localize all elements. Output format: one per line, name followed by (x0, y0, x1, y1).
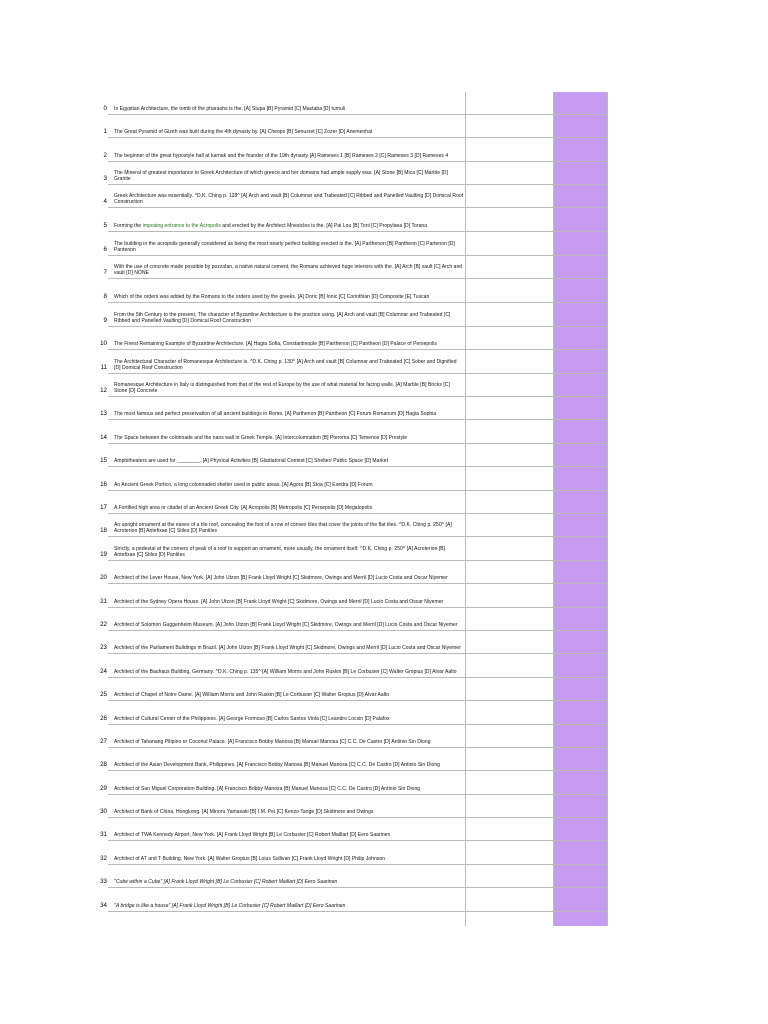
question-text[interactable]: Which of the orders was added by the Romans to the orders used by the greeks. [A] Doric [B] Ionic [C] Corinthian [D] Composite [E] Tuscan (114, 294, 430, 301)
row-number: 24 (100, 668, 107, 675)
table-row (100, 584, 608, 608)
question-text[interactable]: Architect of TWA Kennedy Airport, New York. [A] Frank Lloyd Wright [B] Le Corbusier [C] Robert Maillart [D] Eero Saarinen (114, 832, 391, 839)
row-number: 7 (103, 269, 107, 276)
question-text[interactable]: Architect of the Parliament Buildings in Brazil. [A] John Utzon [B] Frank Lloyd Wright [C] Skidmore, Owings and Merril [D] Lucio Costa and Oscar Niyemer (114, 645, 461, 652)
row-number: 6 (103, 246, 107, 253)
table-row (100, 748, 608, 771)
question-text[interactable]: The Space between the colonnade and the naos wall in Greek Temple. [A] Intercolumnation [B] Pteroma [C] Temenos [D] Prostyle (114, 435, 408, 442)
table-row (100, 701, 608, 725)
row-number: 11 (100, 364, 107, 371)
row-number: 14 (100, 434, 107, 441)
question-text[interactable]: Architect of Cultural Center of the Philippines. [A] George Formoso [B] Carlos Santos Viola [C] Leandro Locsin [D] Palafox (114, 716, 390, 723)
row-number: 10 (100, 340, 107, 347)
table-row (100, 491, 608, 514)
question-text-after: and erected by the Architect Mnesicles is the. [A] Pai Lou [B] Torii [C] Propylaea [D] Torana (220, 223, 428, 230)
row-number: 3 (103, 175, 107, 182)
question-text[interactable]: The Architectural Character of Romanesque Architecture is. ^D.K. Ching p. 130^ [A] Arch and vault [B] Columnar and Trabeated [C] Sober and Dignified [D] Domical Roof Construction (114, 358, 457, 372)
table-row (100, 654, 608, 678)
question-text[interactable]: The beginner of the great hypostyle hall at karnak and the founder of the 19th dynasty [A] Rameses 1 [B] Rameses 2 [C] Rameses 3 [D] Rameses 4 (114, 153, 449, 160)
table-row (100, 771, 608, 795)
question-text[interactable]: From the 5th Century to the present, The character of Byzantine Architecture is the practice using. [A] Arch and vault [B] Columnar and Trabeated [C] Ribbed and Panelled Vaulting [D] Domical Roof Construction (114, 311, 451, 325)
table-row (100, 327, 608, 350)
row-number: 5 (103, 222, 107, 229)
row-number: 12 (100, 387, 107, 394)
table-row (100, 631, 608, 654)
row-number: 8 (103, 293, 107, 300)
highlighted-phrase: imposing entrance to the Acropolis (142, 223, 221, 230)
table-row (100, 561, 608, 584)
table-row (100, 725, 608, 748)
table-row (100, 865, 608, 888)
question-text[interactable]: The Finest Remaining Example of Byzantine Architecture. [A] Hagia Sofia, Constantinople [B] Parthenon [C] Pantheon [D] Palace of Persepolis (114, 341, 437, 348)
table-row (100, 537, 608, 561)
question-text[interactable]: Strictly, a pedestal at the corners of peak of a roof to support an ornament, more usually, the ornament itself. ^D.K. Ching p. 250^ [A] Acroterion [B] Antefixae [C] Stiles [D] Pantiles (114, 545, 446, 559)
table-row (103, 185, 608, 208)
row-number: 28 (100, 761, 107, 768)
row-number: 22 (100, 621, 107, 628)
row-number: 20 (100, 574, 107, 581)
row-number: 17 (100, 504, 107, 511)
table-row (100, 818, 608, 841)
question-text[interactable]: "Cube within a Cube" [A] Frank Lloyd Wright [B] Le Corbusier [C] Robert Maillart [D] Eero Saarinen (114, 879, 338, 886)
question-text[interactable]: Architect of Bank of China, Hongkong. [A] Minoru Yamasaki [B] I.M. Pei [C] Kenzo Tange [D] Skidmore and Owings (114, 809, 374, 816)
table-row (100, 888, 608, 912)
row-number: 25 (100, 691, 107, 698)
table-row (103, 279, 608, 303)
question-text[interactable]: An upright ornament at the eaves of a tile roof, concealing the foot of a row of convex tiles that cover the joints of the flat tiles. ^D.K. Ching p. 250^ [A] Acroterion [B] Antefixae [C] Stiles [D] Pantiles (114, 521, 452, 535)
table-row (103, 162, 608, 185)
table-row (103, 208, 608, 232)
question-text[interactable]: Architect of Solomon Guggenheim Museum. [A] John Utzon [B] Frank Lloyd Wright [C] Skidmore, Owings and Merril [D] Lucio Costa and Oscar Niyemer (114, 622, 458, 629)
row-number: 29 (100, 785, 107, 792)
question-text[interactable]: In Egyptian Architecture, the tomb of the pharaohs is the. [A] Stupa [B] Pyramid [C] Mastaba [D] tumuli (114, 106, 346, 113)
row-number: 18 (100, 527, 107, 534)
question-sheet (100, 92, 608, 912)
question-text[interactable]: With the use of concrete made possible by pozzolan, a native natural cement, the Romans achieved huge interiors with the. [A] Arch [B] vault [C] Arch and vault [D] NONE (114, 263, 463, 277)
question-text[interactable]: "A bridge is like a house" [A] Frank Lloyd Wright [B] Le Corbusier [C] Robert Maillart [D] Eero Saarinen (114, 903, 346, 910)
table-row (100, 608, 608, 631)
question-text[interactable]: A Fortified high area or citadel of an Ancient Greek City. [A] Acropolis [B] Metropolis [C] Persepolis [D] Megalopolis (114, 505, 373, 512)
question-text[interactable]: Architect of the Asian Development Bank, Philippines. [A] Francisco Bobby Manosa [B] Manuel Manosa [C] C.C. De Castro [D] Antinio Sin Diong (114, 762, 440, 769)
table-row (103, 303, 608, 327)
row-number: 23 (100, 644, 107, 651)
question-text[interactable]: An Ancient Greek Portico, a long colonnaded shelter used in public areas. [A] Agora [B] Stoa [C] Exedra [D] Forum (114, 482, 373, 489)
table-row (100, 397, 608, 420)
question-text[interactable] (114, 223, 464, 230)
row-number: 16 (100, 481, 107, 488)
question-text[interactable]: The Mineral of greatest importance to Greek Architecture of which greece and her domains had ample supply was. [A] Stone [B] Mica [C] Marble [D] Granite (114, 169, 449, 183)
row-number: 4 (103, 198, 107, 205)
row-number: 13 (100, 410, 107, 417)
table-row (100, 678, 608, 701)
row-number: 34 (100, 902, 107, 909)
table-row (103, 232, 608, 256)
table-row (103, 92, 608, 115)
table-row (103, 256, 608, 279)
table-row (103, 138, 608, 162)
question-text[interactable]: The most famous and perfect preservation of all ancient buildings in Rome. [A] Parthenon [B] Pantheon [C] Forum Romanum [D] Hagia Sophia (114, 411, 437, 418)
table-row (100, 420, 608, 444)
row-number: 0 (103, 105, 107, 112)
question-text[interactable]: Architect of the Lever House, New York. [A] John Utzon [B] Frank Lloyd Wright [C] Skidmore, Owings and Merril [D] Lucio Costa and Oscar Niyemer (114, 575, 448, 582)
row-number: 19 (100, 551, 107, 558)
row-number: 15 (100, 457, 107, 464)
table-row (103, 115, 608, 138)
question-text[interactable]: Greek Architecture was essentially. ^D.K. Ching p. 128^ [A] Arch and vault [B] Columnar and Trabeated [C] Ribbed and Panelled Vaulting [D] Domical Roof Construction (114, 192, 464, 206)
table-row (100, 514, 608, 537)
row-number: 31 (100, 831, 107, 838)
row-number: 9 (103, 317, 107, 324)
table-row (100, 350, 608, 374)
row-number: 26 (100, 715, 107, 722)
question-text[interactable]: Architect of Tahanang Pilipino or Coconut Palace. [A] Francisco Bobby Manosa [B] Manuel Manosa [C] C.C. De Castro [D] Antinio Sin Diong (114, 739, 431, 746)
question-text[interactable]: Amphitheaters are used for ________. [A] Physical Activities [B] Gladiatorial Contest [C] Shelter/ Public Space [D] Market (114, 458, 389, 465)
row-number: 27 (100, 738, 107, 745)
table-row (100, 444, 608, 467)
table-row (100, 467, 608, 491)
question-text[interactable]: Architect of San Miguel Corporation Building. [A] Francisco Bobby Manosa [B] Manuel Manosa [C] C.C. De Castro [D] Antinio Sin Diong (114, 786, 421, 793)
row-number: 32 (100, 855, 107, 862)
row-number: 1 (103, 128, 107, 135)
question-text[interactable]: The Great Pyramid of Gizeh was built during the 4th dynasty by. [A] Cheops [B] Senusret [C] Zozer [D] Anemenhat (114, 129, 373, 136)
question-text[interactable]: Architect of AT and T Building, New York. [A] Walter Gropius [B] Loius Sullivan [C] Frank Lloyd Wright [D] Philip Johnson (114, 856, 386, 863)
table-row (100, 795, 608, 818)
table-row (100, 374, 608, 397)
question-text[interactable]: Architect of the Bauhaus Building, Germany. ^D.K. Ching p. 135^ [A] William Morris and John Ruskin [B] Le Corbusier [C] Walter Gropius [D] Alvar Aalto (114, 669, 457, 676)
question-text-before: Forming the (114, 223, 143, 230)
question-text[interactable]: Romanesque Architecture in Italy is distinguished from that of the rest of Europe by the use of what material for facing walls. [A] Marble [B] Bricks [C] Stone [D] Concrete (114, 381, 450, 395)
question-text[interactable]: Architect of Chapel of Notre Dame. [A] William Morris and John Ruskin [B] Le Corbusier [C] Walter Gropius [D] Alvar Aalto (114, 692, 390, 699)
question-text[interactable]: Architect of the Sydney Opera House. [A] John Utzon [B] Frank Lloyd Wright [C] Skidmore, Owings and Merril [D] Lucio Costa and Oscar Niyemer (114, 599, 444, 606)
table-row (100, 841, 608, 865)
question-text[interactable]: The building in the acropolis generally considered as being the most nearly perfect building erected is the. [A] Parthenon [B] Pantheon [C] Partenon [D] Pantenon (114, 240, 455, 254)
row-number: 33 (100, 878, 107, 885)
row-number: 2 (103, 152, 107, 159)
row-number: 30 (100, 808, 107, 815)
row-number: 21 (100, 598, 107, 605)
